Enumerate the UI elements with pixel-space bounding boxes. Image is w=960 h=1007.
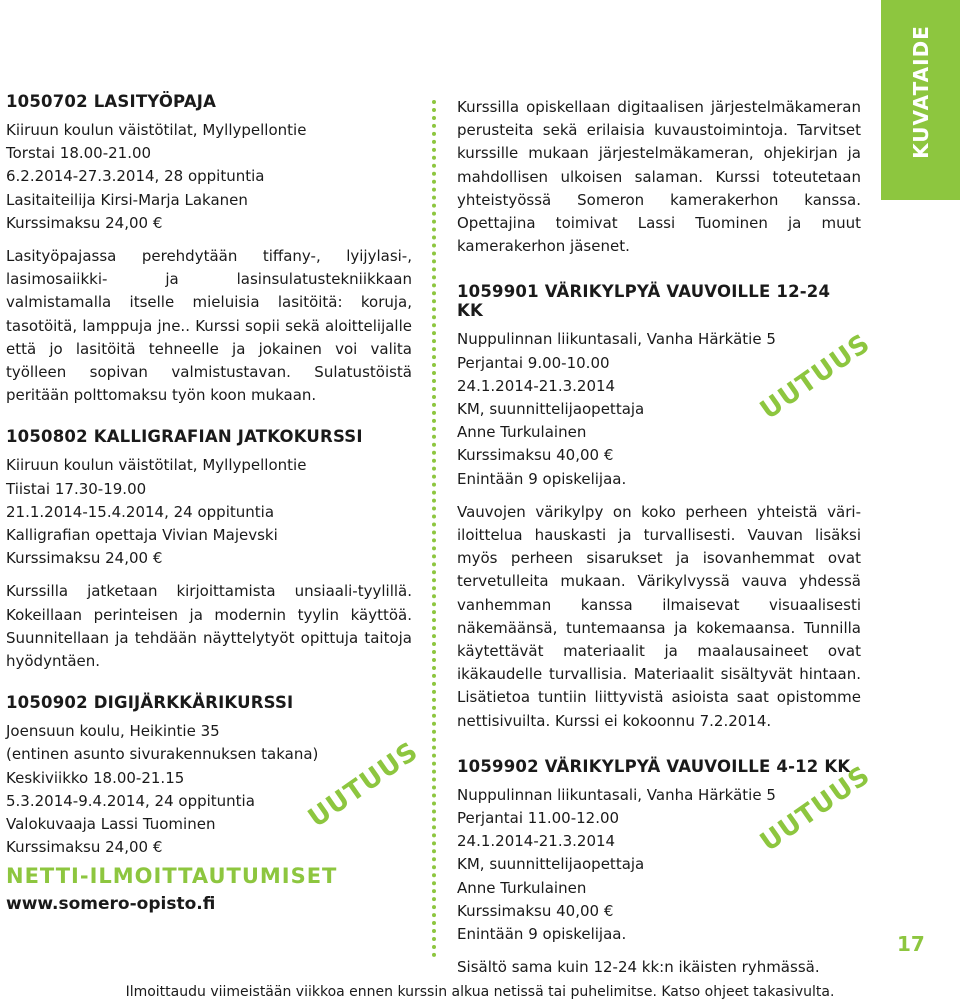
course-title: 1050902 DIGIJÄRKKÄRIKURSSI bbox=[6, 693, 294, 713]
course-teacher: Valokuvaaja Lassi Tuominen bbox=[6, 815, 216, 834]
left-column bbox=[6, 92, 412, 859]
footer-note: Ilmoittaudu viimeistään viikkoa ennen kurssin alkua netissä tai puhelimitse. Katso ohjeet takasivulta. bbox=[125, 984, 835, 1000]
course-dates: 24.1.2014-21.3.2014 bbox=[457, 832, 616, 851]
course-teacher: Anne Turkulainen bbox=[457, 878, 587, 897]
course-time: Perjantai 11.00-12.00 bbox=[457, 809, 620, 828]
course-location: Kiiruun koulun väistötilat, Myllypellontie bbox=[6, 121, 307, 139]
website-link[interactable]: www.somero-opisto.fi bbox=[6, 894, 216, 914]
course-teacher: Kalligrafian opettaja Vivian Majevski bbox=[6, 526, 278, 545]
new-stamp: UUTUUS bbox=[754, 760, 877, 858]
course-location: Joensuun koulu, Heikintie 35 bbox=[6, 722, 220, 741]
course-description: Vauvojen värikylpy on koko perheen yhteistä väri-iloittelua hauskasti ja turvallisesti. Vauvan lisäksi myös perheen sisarukset ja isovanhemmat ovat tervetulleita mukaan. Värikylvyssä vauva yhdessä vanhemman kanssa ilmaisevat visuaalisesti näkemäänsä, tuntemaansa ja kokemaansa. Tunnilla käytettävät materiaalit ja maalausaineet ovat ikäkaudelle turvallisia. Materiaalit sisältyvät hintaan. Lisätietoa tuntiin liittyvistä asioista saat opistomme nettisivuilta. Kurssi ei kokoonnu 7.2.2014. bbox=[457, 502, 861, 730]
course-description: Lasityöpajassa perehdytään tiffany-, lyijylasi-, lasimosaiikki- ja lasinsulatustekniikkaan valmistamalla itselle mieluisia lasitöitä: koruja, tasotöitä, lamppuja jne.. Kurssi sopii sekä aloittelijalle että jo lasitöitä tehneelle ja jokainen voi valita työlleen sopivan valmistustavan. Sulatustöistä peritään polttomaksu työn koon mukaan. bbox=[6, 247, 412, 405]
course-dates: 5.3.2014-9.4.2014, 24 oppituntia bbox=[6, 791, 255, 810]
course-fee: Kurssimaksu 24,00 € bbox=[6, 213, 163, 232]
new-stamp: UUTUUS bbox=[754, 328, 877, 426]
course-lasityopaja bbox=[6, 92, 412, 407]
course-teacher-title: KM, suunnittelijaopettaja bbox=[457, 855, 645, 874]
page-number: 17 bbox=[897, 932, 925, 956]
course-time: Perjantai 9.00-10.00 bbox=[457, 353, 610, 372]
course-time: Keskiviikko 18.00-21.15 bbox=[6, 768, 185, 787]
course-location: Nuppulinnan liikuntasali, Vanha Härkätie 5 bbox=[457, 330, 776, 349]
right-column bbox=[457, 96, 861, 980]
section-sidebar bbox=[881, 0, 960, 200]
course-varikylpy-4-12 bbox=[457, 757, 861, 980]
course-fee: Kurssimaksu 40,00 € bbox=[457, 901, 614, 920]
course-description-continued: Kurssilla opiskellaan digitaalisen järjestelmäkameran perusteita sekä erilaisia kuvaustoimintoja. Tarvitset kurssille mukaan järjestelmäkameran, ohjekirjan ja mahdollisen ulkoisen salaman. Kurssi toteutetaan yhteistyössä Someron kamerakerhon kanssa. Opettajina toimivat Lassi Tuominen ja muut kamerakerhon jäsenet. bbox=[457, 98, 861, 256]
course-varikylpy-12-24 bbox=[457, 282, 861, 732]
column-divider bbox=[432, 100, 436, 958]
section-label: KUVATAIDE bbox=[908, 25, 933, 159]
course-capacity: Enintään 9 opiskelijaa. bbox=[457, 469, 627, 488]
course-fee: Kurssimaksu 40,00 € bbox=[457, 446, 614, 465]
course-location: Kiiruun koulun väistötilat, Myllypellontie bbox=[6, 456, 307, 475]
course-fee: Kurssimaksu 24,00 € bbox=[6, 838, 163, 857]
new-stamp: UUTUUS bbox=[302, 736, 425, 834]
course-capacity: Enintään 9 opiskelijaa. bbox=[457, 925, 627, 944]
course-description: Kurssilla jatketaan kirjoittamista unsiaali-tyylillä. Kokeillaan perinteisen ja modernin tyylin käyttöä. Suunnitellaan ja tehdään näyttelytyöt opittuja taitoja hyödyntäen. bbox=[6, 582, 412, 671]
course-kalligrafia bbox=[6, 427, 412, 673]
course-time: Tiistai 17.30-19.00 bbox=[6, 479, 147, 498]
course-title: 1050802 KALLIGRAFIAN JATKOKURSSI bbox=[6, 427, 363, 447]
course-title: 1059901 VÄRIKYLPYÄ VAUVOILLE 12-24 KK bbox=[457, 282, 831, 321]
course-dates: 6.2.2014-27.3.2014, 28 oppituntia bbox=[6, 167, 265, 186]
course-teacher: Lasitaiteilija Kirsi-Marja Lakanen bbox=[6, 190, 248, 209]
course-title: 1050702 LASITYÖPAJA bbox=[6, 92, 217, 111]
course-dates: 24.1.2014-21.3.2014 bbox=[457, 376, 616, 395]
course-title: 1059902 VÄRIKYLPYÄ VAUVOILLE 4-12 KK bbox=[457, 756, 851, 776]
course-location-note: (entinen asunto sivurakennuksen takana) bbox=[6, 745, 319, 764]
course-description: Sisältö sama kuin 12-24 kk:n ikäisten ryhmässä. bbox=[457, 958, 820, 977]
course-teacher-title: KM, suunnittelijaopettaja bbox=[457, 400, 645, 419]
course-time: Torstai 18.00-21.00 bbox=[6, 144, 152, 163]
course-fee: Kurssimaksu 24,00 € bbox=[6, 549, 163, 568]
online-registration-title: NETTI-ILMOITTAUTUMISET bbox=[6, 864, 338, 888]
course-dates: 21.1.2014-15.4.2014, 24 oppituntia bbox=[6, 502, 275, 521]
course-location: Nuppulinnan liikuntasali, Vanha Härkätie 5 bbox=[457, 785, 776, 804]
course-teacher: Anne Turkulainen bbox=[457, 423, 587, 442]
online-registration bbox=[6, 864, 410, 914]
